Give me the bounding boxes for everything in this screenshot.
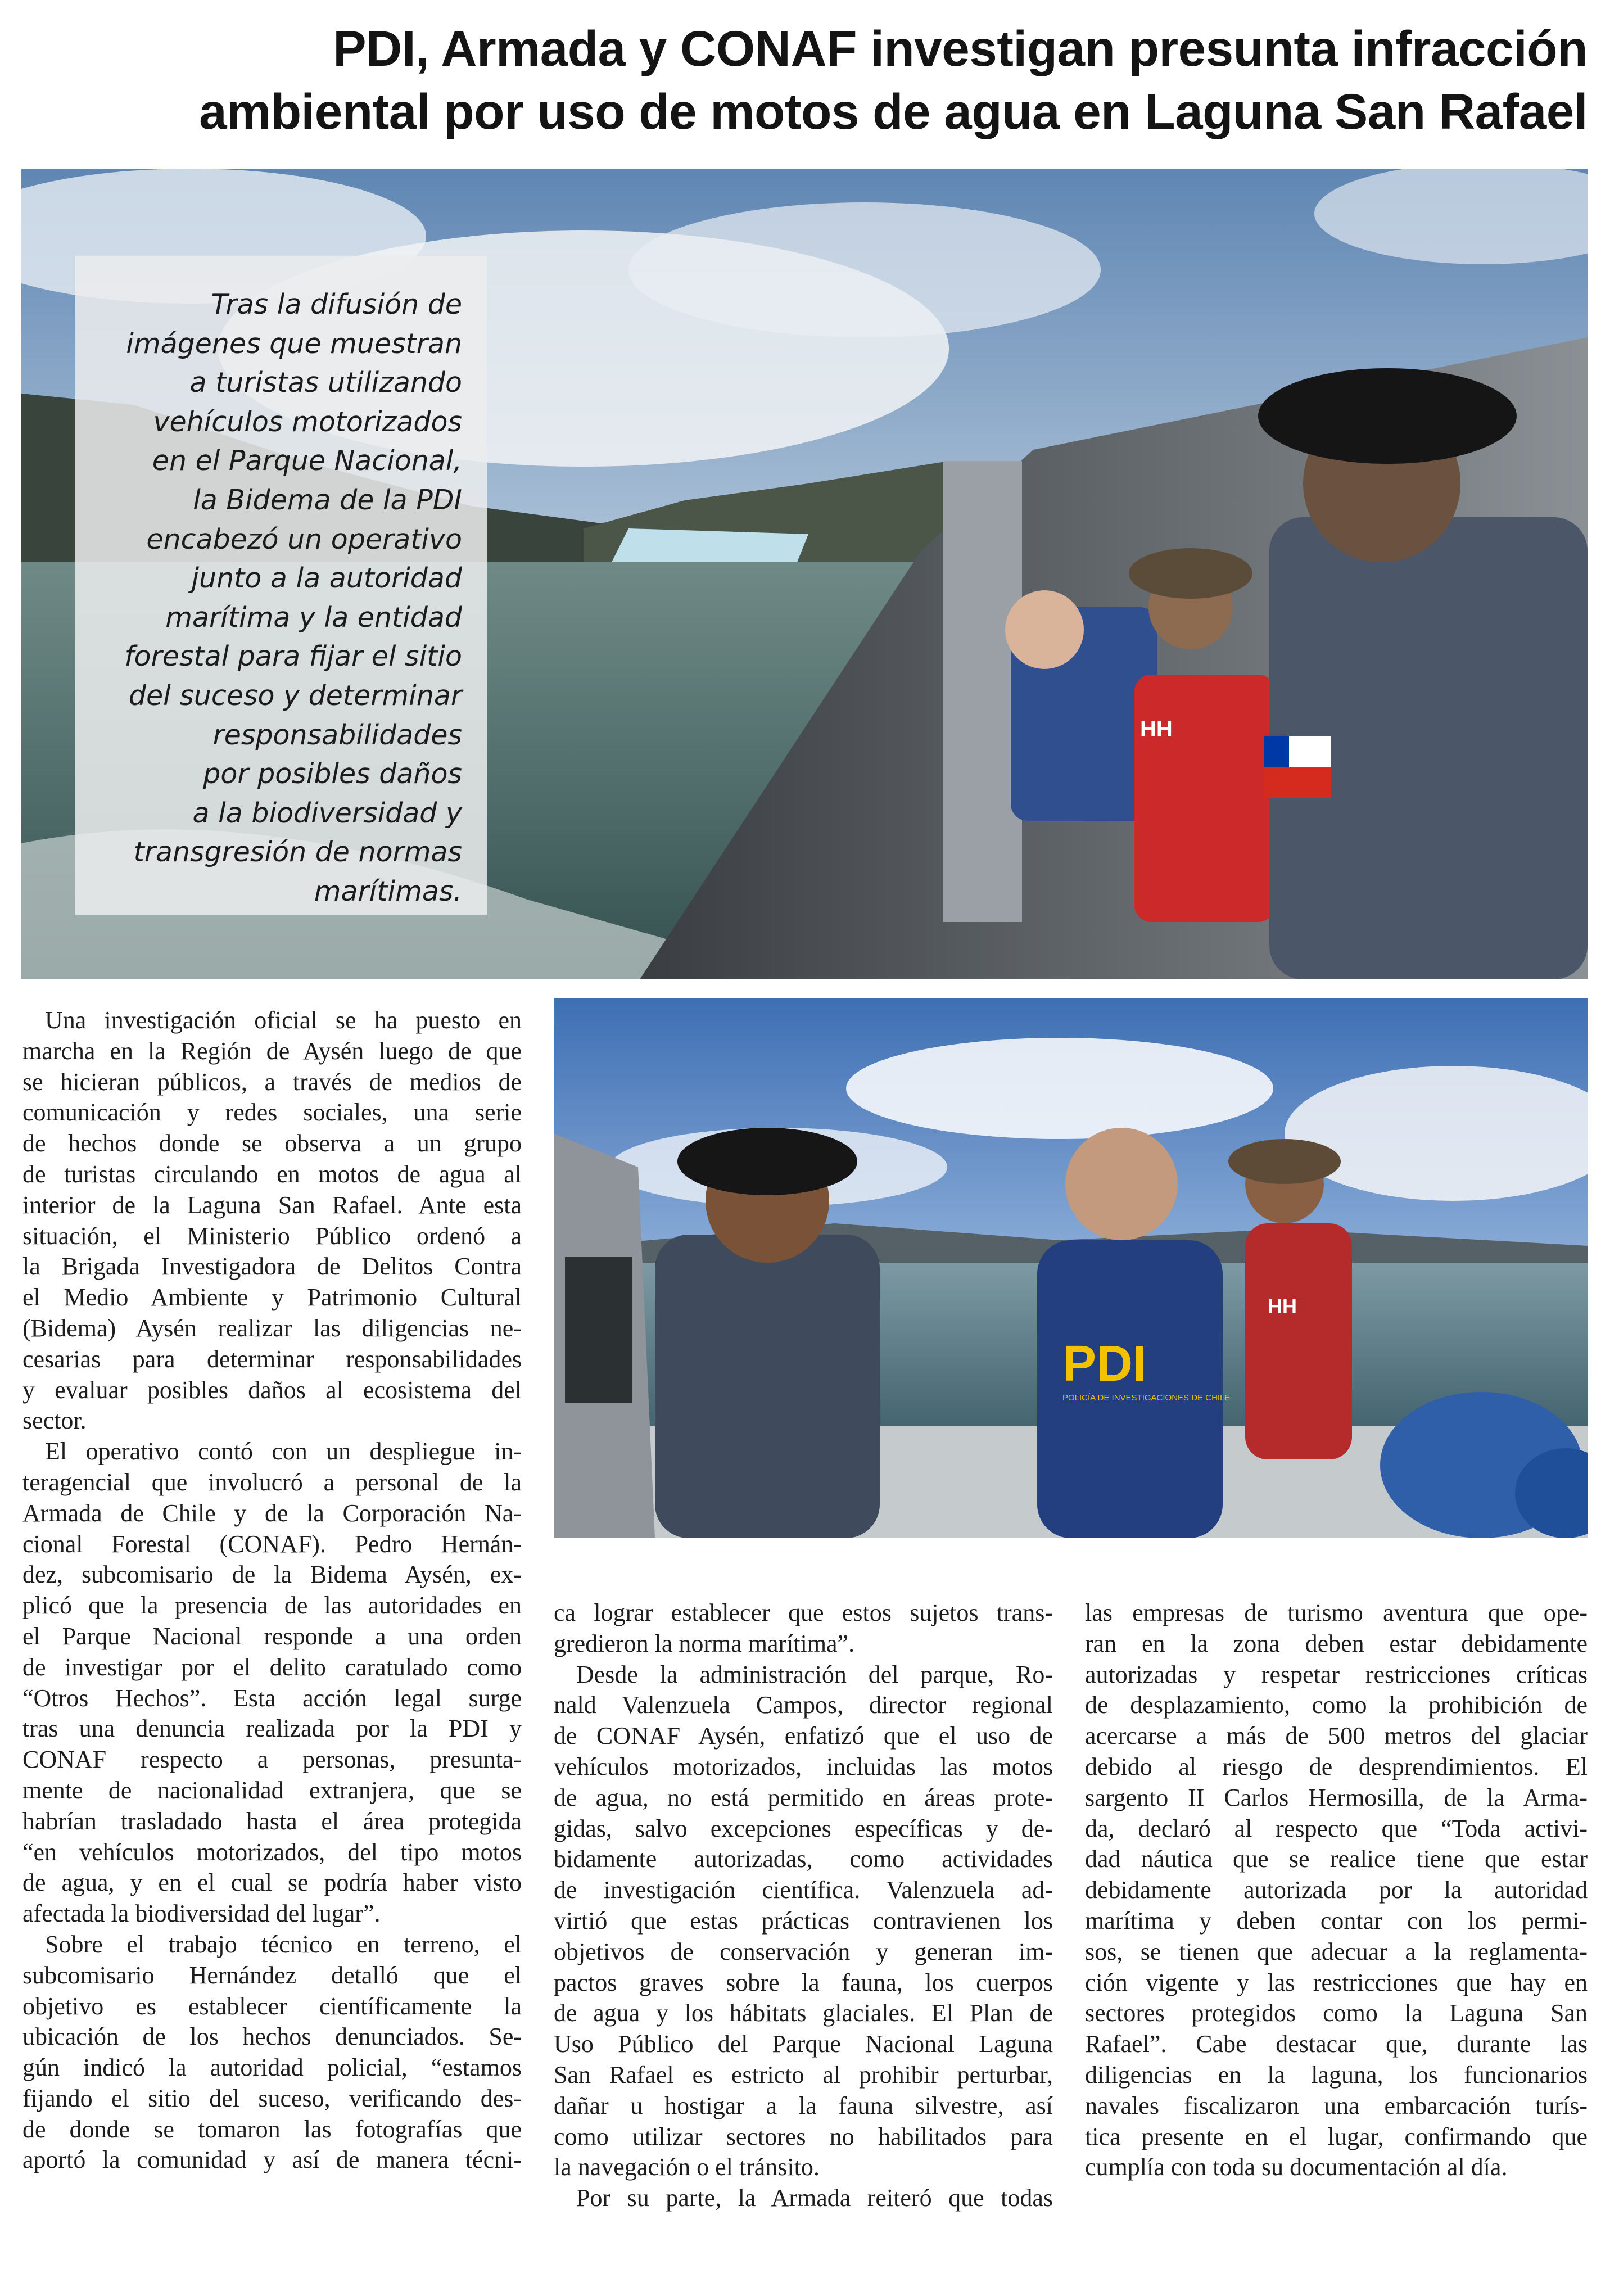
article-line: interior de la Laguna San Rafael. Ante esta: [22, 1191, 522, 1219]
article-line: bidamente autorizadas, como actividades: [554, 1845, 1053, 1873]
article-line: ca lograr establecer que estos sujetos trans-: [554, 1599, 1053, 1626]
article-line: y evaluar posibles daños al ecosistema del: [22, 1376, 522, 1404]
article-line: debidamente autorizada por la autoridad: [1085, 1876, 1588, 1904]
lede-line: vehículos motorizados: [153, 405, 462, 438]
article-line: CONAF respecto a personas, presunta-: [22, 1746, 522, 1774]
article-line: subcomisario Hernández detalló que el: [22, 1961, 522, 1989]
article-line: dez, subcomisario de la Bidema Aysén, ex-: [22, 1561, 522, 1589]
article-line: cumplía con toda su documentación al día.: [1085, 2153, 1508, 2181]
article-line: nald Valenzuela Campos, director regional: [554, 1691, 1053, 1719]
article-line: Rafael”. Cabe destacar que, durante las: [1085, 2030, 1588, 2058]
article-line: Armada de Chile y de la Corporación Na-: [22, 1499, 522, 1527]
article-line: de donde se tomaron las fotografías que: [22, 2115, 522, 2143]
article-line: de agua, no está permitido en áreas prote-: [554, 1783, 1053, 1811]
article-line: objetivo es establecer científicamente la: [22, 1992, 522, 2020]
article-line: mente de nacionalidad extranjera, que se: [22, 1776, 522, 1804]
article-line: da, declaró al respecto que “Toda activi-: [1085, 1814, 1588, 1842]
article-line: gidas, salvo excepciones específicas y de-: [554, 1814, 1053, 1842]
article-line: cesarias para determinar responsabilidades: [22, 1345, 522, 1373]
lede-line: transgresión de normas: [133, 836, 462, 869]
article-line: el Medio Ambiente y Patrimonio Cultural: [22, 1283, 522, 1312]
lede-line: junto a la autoridad: [191, 562, 462, 595]
article-line: sos, se tienen que adecuar a la reglamenta-: [1085, 1937, 1588, 1965]
photo-deck-officers: [554, 998, 1588, 1538]
article-line: “Otros Hechos”. Esta acción legal surge: [22, 1684, 522, 1712]
article-line: sector.: [22, 1407, 87, 1435]
article-line: Una investigación oficial se ha puesto en: [45, 1006, 522, 1034]
article-line: el Parque Nacional responde a una orden: [22, 1622, 522, 1650]
lede-line: en el Parque Nacional,: [152, 445, 462, 477]
article-line: de desplazamiento, como la prohibición de: [1085, 1691, 1588, 1719]
article-line: tras una denuncia realizada por la PDI y: [22, 1715, 522, 1743]
article-line: de investigar por el delito caratulado como: [22, 1653, 522, 1681]
article-line: gredieron la norma marítima”.: [554, 1629, 855, 1657]
article-line: gún indicó la autoridad policial, “estamos: [22, 2054, 522, 2082]
article-line: debido al riesgo de desprendimientos. El: [1085, 1752, 1588, 1780]
lede-line: marítima y la entidad: [165, 601, 462, 634]
lede-line: a turistas utilizando: [189, 367, 462, 399]
article-line: Sobre el trabajo técnico en terreno, el: [45, 1930, 522, 1958]
article-line: fijando el sitio del suceso, verificando des-: [22, 2084, 522, 2112]
article-line: dad náutica que se realice tiene que estar: [1085, 1845, 1588, 1873]
article-line: sargento II Carlos Hermosilla, de la Arma-: [1085, 1783, 1588, 1811]
article-line: de agua y los hábitats glaciales. El Plan de: [554, 1999, 1053, 2027]
lede-box: [75, 256, 487, 915]
lede-line: marítimas.: [314, 875, 462, 907]
article-line: ción vigente y las restricciones que hay en: [1085, 1968, 1588, 1996]
article-line: San Rafael es estricto al prohibir perturbar,: [554, 2060, 1053, 2089]
article-line: Por su parte, la Armada reiteró que todas: [576, 2184, 1053, 2212]
lede-line: responsabilidades: [212, 718, 462, 751]
vest-logo: HH: [1140, 717, 1173, 742]
vest-logo: HH: [1268, 1295, 1297, 1318]
lede-line: a la biodiversidad y: [192, 797, 462, 829]
article-line: tica presente en el lugar, confirmando que: [1085, 2122, 1588, 2150]
article-line: vehículos motorizados, incluidas las motos: [554, 1752, 1053, 1780]
article-column-3: [1085, 1598, 1588, 2183]
article-line: dañar u hostigar a la fauna silvestre, así: [554, 2091, 1053, 2119]
article-line: pactos graves sobre la fauna, los cuerpos: [554, 1968, 1053, 1996]
headline-line-1: PDI, Armada y CONAF investigan presunta infracción: [333, 20, 1588, 76]
article-line: habrían trasladado hasta el área protegida: [22, 1807, 522, 1835]
lede-line: imágenes que muestran: [126, 327, 462, 360]
article-line: afectada la biodiversidad del lugar”.: [22, 1900, 381, 1928]
article-line: marítima y deben contar con los permi-: [1085, 1906, 1588, 1935]
headline-line-2: ambiental por uso de motos de agua en Laguna San Rafael: [199, 83, 1588, 139]
article-line: autorizadas y respetar restricciones críticas: [1085, 1660, 1588, 1688]
article-line: objetivos de conservación y generan im-: [554, 1937, 1053, 1965]
lede-line: del suceso y determinar: [128, 679, 462, 712]
article-line: (Bidema) Aysén realizar las diligencias ne-: [22, 1314, 522, 1342]
article-column-2: [554, 1598, 1053, 2214]
lede-line: la Bidema de la PDI: [193, 483, 462, 516]
vest-pdi-logo: PDI: [1062, 1336, 1147, 1392]
article-line: diligencias en la laguna, los funcionarios: [1085, 2060, 1588, 2089]
article-line: “en vehículos motorizados, del tipo motos: [22, 1838, 522, 1866]
article-line: ran en la zona deben estar debidamente: [1085, 1629, 1588, 1657]
article-line: sectores protegidos como la Laguna San: [1085, 1999, 1588, 2027]
article-line: se hicieran públicos, a través de medios de: [22, 1068, 522, 1096]
lede-line: encabezó un operativo: [146, 523, 462, 555]
article-line: navales fiscalizaron una embarcación turís-: [1085, 2091, 1588, 2119]
article-line: situación, el Ministerio Público ordenó a: [22, 1222, 522, 1250]
article-line: teragencial que involucró a personal de la: [22, 1468, 522, 1496]
article-line: El operativo contó con un despliegue in-: [45, 1438, 522, 1466]
article-line: la navegación o el tránsito.: [554, 2153, 820, 2181]
lede-line: forestal para fijar el sitio: [124, 640, 462, 673]
lede-line: por posibles daños: [203, 758, 462, 790]
article-line: de CONAF Aysén, enfatizó que el uso de: [554, 1722, 1053, 1750]
article-line: de investigación científica. Valenzuela ad-: [554, 1876, 1053, 1904]
article-line: plicó que la presencia de las autoridades en: [22, 1592, 522, 1620]
vest-pdi-subtitle: POLICÍA DE INVESTIGACIONES DE CHILE: [1062, 1393, 1231, 1403]
article-line: aportó la comunidad y así de manera técni-: [22, 2146, 522, 2174]
article-line: Uso Público del Parque Nacional Laguna: [554, 2030, 1053, 2058]
article-line: de hechos donde se observa a un grupo: [22, 1129, 522, 1158]
article-line: comunicación y redes sociales, una serie: [22, 1099, 522, 1127]
headline: [22, 17, 1588, 143]
article-line: de agua, y en el cual se podría haber visto: [22, 1869, 522, 1897]
article-line: la Brigada Investigadora de Delitos Contra: [22, 1253, 522, 1281]
article-line: como utilizar sectores no habilitados para: [554, 2122, 1053, 2150]
article-column-1: [22, 1005, 522, 2176]
article-line: marcha en la Región de Aysén luego de que: [22, 1037, 522, 1065]
article-line: las empresas de turismo aventura que ope-: [1085, 1599, 1588, 1626]
article-line: virtió que estas prácticas contravienen los: [554, 1906, 1053, 1935]
article-line: ubicación de los hechos denunciados. Se-: [22, 2023, 522, 2051]
article-line: cional Forestal (CONAF). Pedro Hernán-: [22, 1530, 522, 1558]
article-line: de turistas circulando en motos de agua al: [22, 1160, 522, 1188]
article-line: acercarse a más de 500 metros del glaciar: [1085, 1722, 1588, 1750]
lede-line: Tras la difusión de: [211, 288, 462, 320]
article-line: Desde la administración del parque, Ro-: [576, 1660, 1053, 1688]
